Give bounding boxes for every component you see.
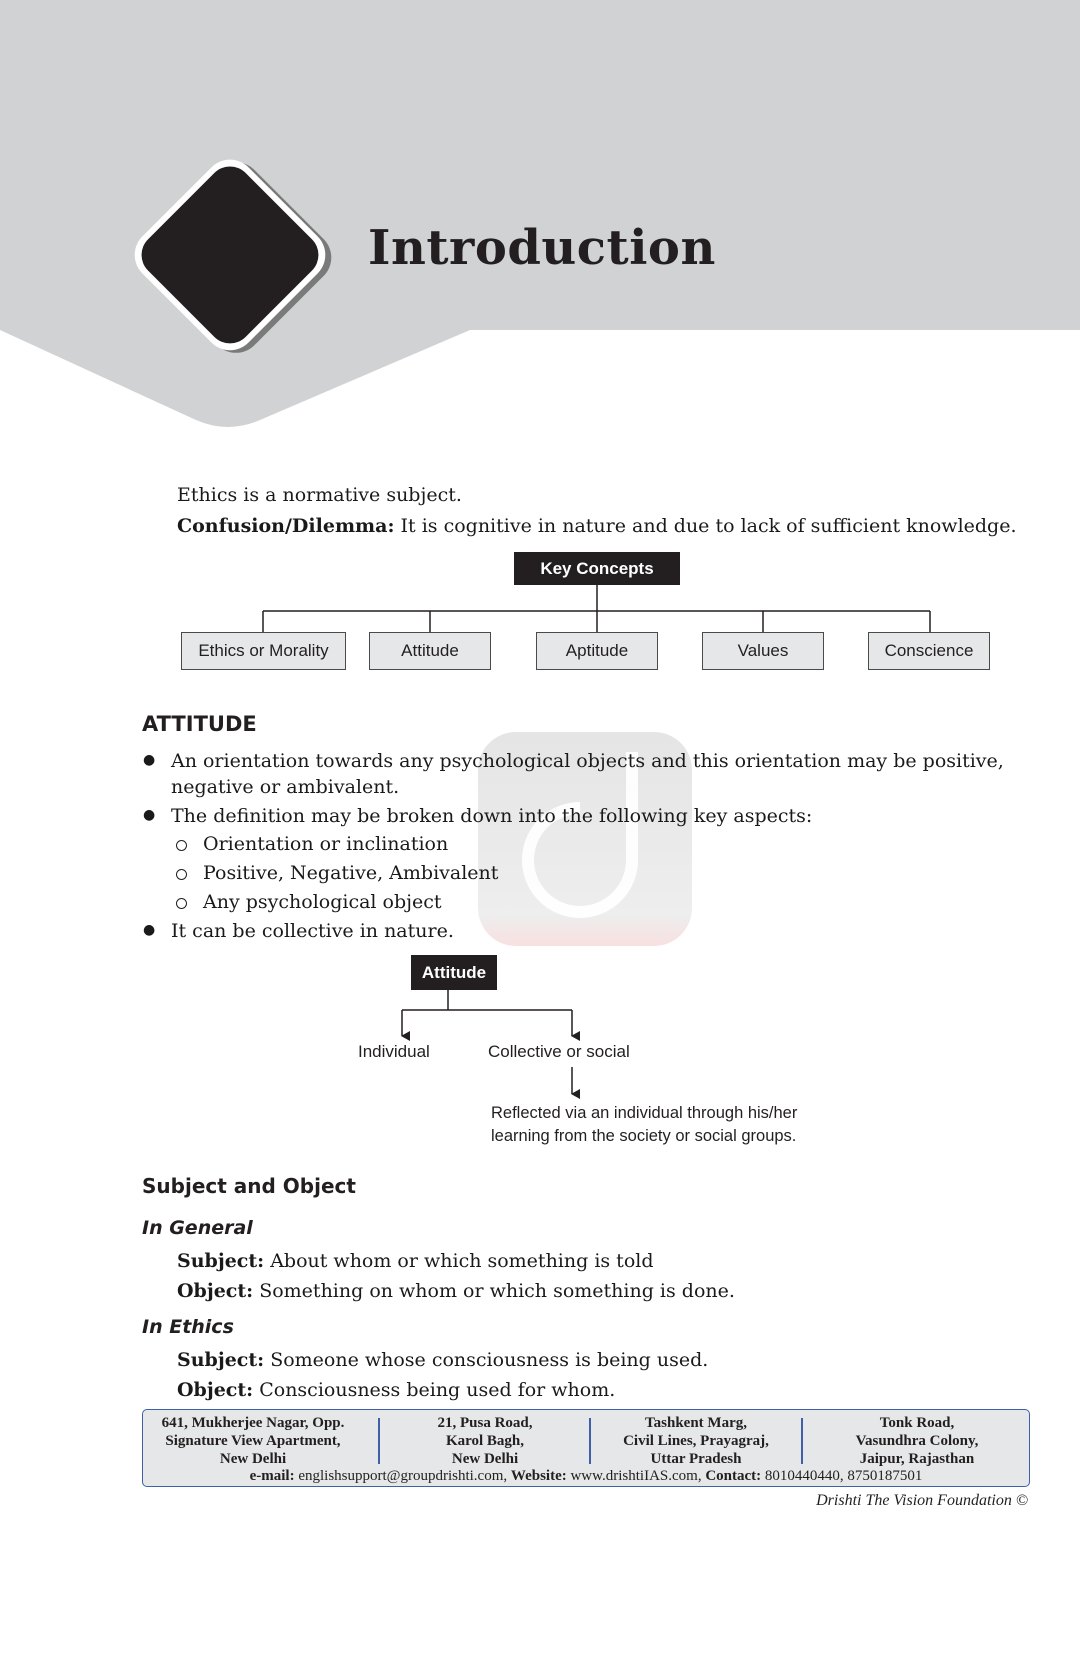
general-object-line: Object: Something on whom or which something is done.	[177, 1280, 735, 1302]
attitude-collective-label: Collective or social	[488, 1042, 630, 1061]
attitude-heading: ATTITUDE	[142, 712, 257, 736]
sub-list-item: Positive, Negative, Ambivalent	[142, 860, 1042, 889]
phone-numbers: 8010440440, 8750187501	[761, 1468, 923, 1484]
sub-list-item: Any psychological object	[142, 889, 1042, 918]
website-link[interactable]: www.drishtiIAS.com,	[566, 1468, 706, 1484]
footer-address-box	[142, 1409, 1030, 1487]
attitude-root-box: Attitude	[411, 955, 497, 990]
general-subject-line: Subject: About whom or which something is told	[177, 1250, 654, 1272]
footer-contact-line: e-mail: englishsupport@groupdrishti.com, Website: www.drishtiIAS.com, Contact: 8010440440, 8750187501	[249, 1468, 923, 1484]
email-link[interactable]: englishsupport@groupdrishti.com,	[294, 1468, 511, 1484]
key-concepts-root: Key Concepts	[514, 552, 680, 585]
list-item: ● An orientation towards any psychological objects and this orientation may be positive, negative or ambivalent.	[143, 750, 1004, 798]
confusion-label: Confusion/Dilemma:	[177, 515, 395, 537]
address-karol-bagh: 21, Pusa Road, Karol Bagh, New Delhi	[437, 1415, 533, 1467]
subject-object-heading: Subject and Object	[142, 1174, 356, 1198]
page-title: Introduction	[368, 220, 716, 276]
sub-list-item: Orientation or inclination	[142, 831, 1042, 860]
copyright-notice: Drishti The Vision Foundation ©	[816, 1492, 1028, 1509]
address-jaipur: Tonk Road, Vasundhra Colony, Jaipur, Rajasthan	[855, 1415, 979, 1467]
bullet-dot-icon: ●	[143, 752, 156, 768]
bullet-dot-icon: ●	[143, 807, 156, 823]
ethics-subject-line: Subject: Someone whose consciousness is being used.	[177, 1349, 709, 1371]
concept-box-conscience: Conscience	[868, 632, 990, 670]
intro-line: Ethics is a normative subject.	[177, 484, 462, 506]
attitude-detail-line1: Reflected via an individual through his/her	[491, 1104, 798, 1122]
list-item: ● The definition may be broken down into the following key aspects:	[143, 805, 813, 827]
confusion-text: It is cognitive in nature and due to lack of sufficient knowledge.	[394, 515, 1017, 537]
attitude-individual-label: Individual	[358, 1042, 430, 1061]
in-ethics-heading: In Ethics	[142, 1316, 234, 1338]
bullet-dot-icon: ●	[143, 922, 156, 938]
list-item: ● It can be collective in nature.	[143, 920, 454, 942]
concept-box-ethics: Ethics or Morality	[181, 632, 346, 670]
in-general-heading: In General	[142, 1217, 253, 1239]
footer-divider	[801, 1418, 803, 1464]
address-prayagraj: Tashkent Marg, Civil Lines, Prayagraj, Uttar Pradesh	[623, 1415, 769, 1467]
ethics-object-line: Object: Consciousness being used for whom.	[177, 1379, 616, 1401]
concept-box-values: Values	[702, 632, 824, 670]
address-mukherjee-nagar: 641, Mukherjee Nagar, Opp. Signature View Apartment, New Delhi	[161, 1415, 345, 1467]
concept-box-attitude: Attitude	[369, 632, 491, 670]
concept-box-aptitude: Aptitude	[536, 632, 658, 670]
attitude-detail-line2: learning from the society or social groups.	[491, 1127, 797, 1145]
